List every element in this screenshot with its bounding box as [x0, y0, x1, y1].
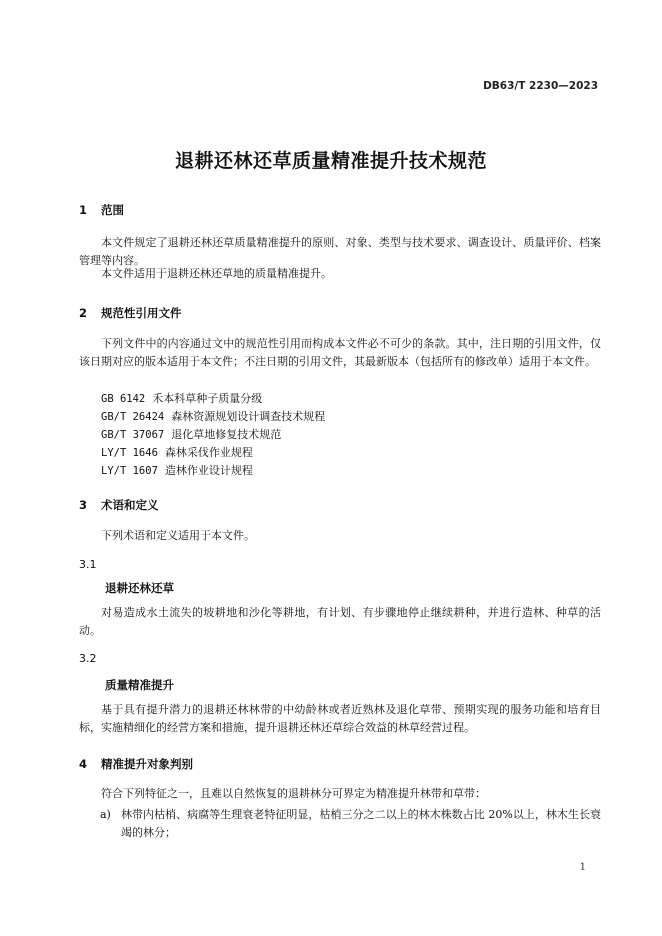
reference-item	[101, 390, 262, 406]
reference-code: LY/T 1607	[101, 465, 158, 477]
term-name: 质量精准提升	[105, 678, 174, 692]
reference-item	[101, 408, 325, 424]
reference-name: 造林作业设计规程	[164, 464, 253, 477]
section-number: 4	[79, 757, 88, 771]
reference-code: GB/T 26424	[101, 411, 165, 423]
term-number: 3.2	[79, 652, 97, 665]
references-intro-paragraph: 下列文件中的内容通过文中的规范性引用而构成本文件必不可少的条款。其中，注日期的引用文件，仅该日期对应的版本适用于本文件；不注日期的引用文件，其最新版本（包括所有的修改单）适用于本文件。	[79, 337, 601, 368]
section-title: 范围	[101, 203, 125, 217]
section-title: 精准提升对象判别	[101, 757, 194, 771]
section-1-heading	[79, 202, 124, 218]
section-3-heading	[79, 497, 159, 513]
reference-code: GB/T 37067	[101, 429, 165, 441]
page-number: 1	[579, 862, 586, 873]
reference-code: LY/T 1646	[101, 447, 158, 459]
reference-item	[101, 462, 253, 478]
term-number: 3.1	[79, 558, 97, 571]
scope-paragraph-1: 本文件规定了退耕还林还草质量精准提升的原则、对象、类型与技术要求、调查设计、质量评价、档案管理等内容。	[79, 236, 601, 267]
reference-item	[101, 426, 281, 442]
list-item-text: 林带内枯梢、病腐等生理衰老特征明显，枯梢三分之二以上的林木株数占比 20%以上，林木生长衰竭的林分；	[121, 808, 601, 839]
scope-paragraph-2: 本文件适用于退耕还林还草地的质量精准提升。	[101, 267, 332, 280]
reference-name: 森林资源规划设计调查技术规程	[171, 410, 326, 423]
section-number: 1	[79, 203, 88, 217]
section-title: 规范性引用文件	[101, 306, 182, 320]
judgement-intro-paragraph: 符合下列特征之一，且难以自然恢复的退耕林分可界定为精准提升林带和草带：	[101, 787, 486, 800]
terms-intro-paragraph: 下列术语和定义适用于本文件。	[101, 529, 255, 542]
term-definition-3-2: 基于具有提升潜力的退耕还林林带的中幼龄林或者近熟林及退化草带、预期实现的服务功能和培育目标，实施精细化的经营方案和措施，提升退耕还林还草综合效益的林草经营过程。	[79, 703, 601, 734]
list-marker: a)	[100, 808, 111, 821]
term-definition-3-1: 对易造成水土流失的坡耕地和沙化等耕地，有计划、有步骤地停止继续耕种，并进行造林、种草的活动。	[79, 606, 601, 637]
section-number: 3	[79, 498, 88, 512]
reference-name: 森林采伐作业规程	[164, 446, 253, 459]
reference-item	[101, 444, 253, 460]
reference-name: 禾本科草种子质量分级	[152, 392, 263, 405]
section-number: 2	[79, 306, 88, 320]
reference-name: 退化草地修复技术规范	[171, 428, 282, 441]
section-title: 术语和定义	[101, 498, 159, 512]
section-2-heading	[79, 305, 182, 321]
section-4-heading	[79, 756, 193, 772]
standard-number: DB63/T 2230—2023	[483, 80, 598, 92]
term-name: 退耕还林还草	[105, 581, 174, 595]
document-title: 退耕还林还草质量精准提升技术规范	[174, 150, 487, 172]
reference-code: GB 6142	[101, 393, 146, 405]
list-item	[79, 806, 601, 842]
